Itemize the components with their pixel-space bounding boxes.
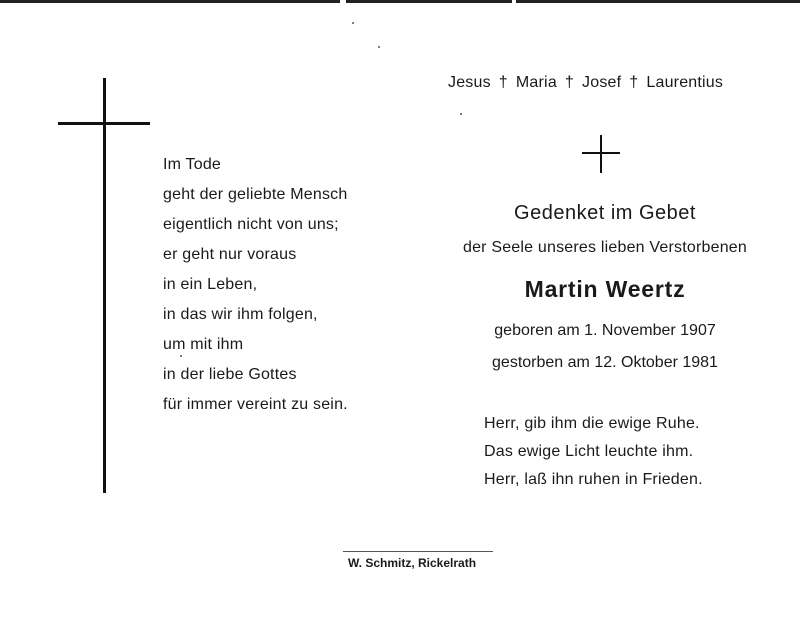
printer-credit: W. Schmitz, Rickelrath — [348, 556, 477, 570]
deceased-name: Martin Weertz — [524, 276, 686, 302]
holy-names-header — [448, 74, 723, 92]
large-cross-bar — [58, 122, 150, 125]
dagger-icon: † — [564, 74, 575, 91]
header-name: Jesus — [448, 74, 491, 91]
print-speck — [378, 46, 380, 48]
poem-line: eigentlich nicht von uns; — [163, 216, 339, 233]
subheading: der Seele unseres lieben Verstorbenen — [462, 239, 748, 256]
print-speck — [460, 113, 462, 115]
prayer-line: Herr, laß ihn ruhen in Frieden. — [484, 471, 703, 488]
poem-line: geht der geliebte Mensch — [163, 186, 348, 203]
prayer-text — [484, 410, 703, 494]
poem-line: in das wir ihm folgen, — [163, 306, 318, 323]
poem-line: für immer vereint zu sein. — [163, 396, 348, 413]
poem-line: in der liebe Gottes — [163, 366, 297, 383]
dagger-icon: † — [498, 74, 508, 91]
printer-rule — [343, 551, 493, 552]
heading: Gedenket im Gebet — [514, 202, 696, 224]
cross-icon — [582, 135, 620, 173]
border-gap — [512, 0, 516, 3]
poem-line: in ein Leben, — [163, 276, 258, 293]
prayer-line: Das ewige Licht leuchte ihm. — [484, 443, 694, 460]
poem-line: um mit ihm — [163, 336, 244, 353]
dagger-icon: † — [629, 74, 639, 91]
death-date: gestorben am 12. Oktober 1981 — [492, 354, 718, 371]
header-name: Laurentius — [646, 74, 724, 91]
memorial-poem — [163, 150, 348, 420]
border-gap — [340, 0, 346, 3]
print-speck — [352, 22, 354, 24]
top-border-line — [0, 0, 800, 3]
poem-line: er geht nur voraus — [163, 246, 297, 263]
header-name: Josef — [582, 74, 622, 91]
prayer-line: Herr, gib ihm die ewige Ruhe. — [484, 415, 700, 432]
birth-date: geboren am 1. November 1907 — [494, 322, 716, 339]
header-name: Maria — [515, 74, 557, 91]
poem-line: Im Tode — [163, 156, 222, 173]
large-cross-icon — [103, 78, 106, 493]
